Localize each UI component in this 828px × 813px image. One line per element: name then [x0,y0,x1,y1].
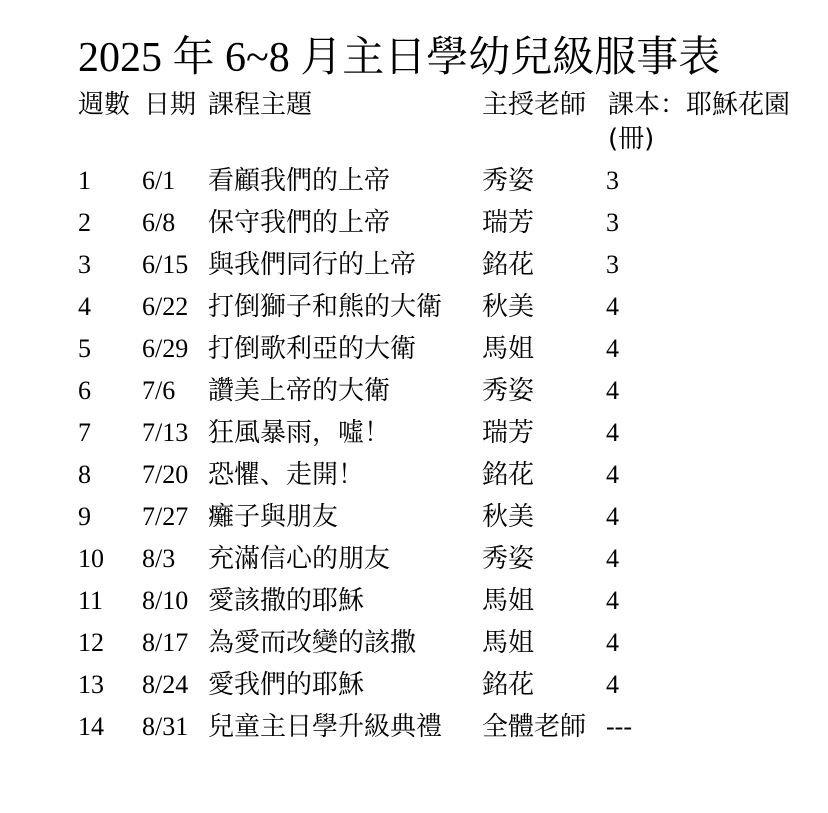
row-date: 8/3 [142,544,176,573]
table-row [78,370,818,412]
row-date: 6/29 [142,334,189,363]
row-date: 6/15 [142,250,189,279]
row-teacher: 銘花 [482,670,535,700]
table-header [78,88,818,160]
row-teacher: 秀姿 [482,544,535,574]
row-teacher: 銘花 [482,250,535,280]
row-topic: 愛該撒的耶穌 [208,586,365,616]
row-date: 7/13 [142,418,189,447]
row-book: 4 [606,334,619,363]
row-teacher: 馬姐 [482,586,535,616]
header-teacher: 主授老師 [482,90,587,120]
row-book: 3 [606,208,619,237]
row-week: 3 [78,250,91,279]
row-book: 4 [606,418,619,447]
table-row [78,160,818,202]
table-row [78,244,818,286]
row-date: 6/8 [142,208,176,237]
row-topic: 與我們同行的上帝 [208,250,417,280]
schedule-table [78,160,818,760]
row-topic: 狂風暴雨，噓！ [208,418,391,448]
row-topic: 讚美上帝的大衛 [208,376,391,406]
row-date: 8/17 [142,628,189,657]
row-week: 4 [78,292,91,321]
table-row [78,412,818,454]
row-topic: 看顧我們的上帝 [208,166,391,196]
row-week: 8 [78,460,91,489]
table-row [78,622,818,664]
row-week: 7 [78,418,91,447]
table-row [78,328,818,370]
row-book: 4 [606,586,619,615]
row-teacher: 秋美 [482,502,535,532]
row-topic: 癱子與朋友 [208,502,339,532]
row-week: 13 [78,670,104,699]
table-row [78,496,818,538]
row-teacher: 秋美 [482,292,535,322]
row-teacher: 全體老師 [482,712,587,742]
row-book: 3 [606,250,619,279]
row-book: 4 [606,670,619,699]
table-row [78,202,818,244]
row-date: 8/24 [142,670,189,699]
row-week: 1 [78,166,91,195]
row-date: 7/20 [142,460,189,489]
table-row [78,664,818,706]
row-topic: 兒童主日學升級典禮 [208,712,443,742]
row-week: 5 [78,334,91,363]
row-book: 4 [606,544,619,573]
row-date: 7/6 [142,376,176,405]
row-teacher: 馬姐 [482,334,535,364]
row-teacher: 銘花 [482,460,535,490]
table-row [78,286,818,328]
table-row [78,538,818,580]
row-book: 4 [606,292,619,321]
header-week: 週數 [78,90,131,120]
row-topic: 為愛而改變的該撒 [208,628,417,658]
document-title: 2025 年 6~8 月主日學幼兒級服事表 [78,35,721,81]
row-book: 4 [606,376,619,405]
table-row [78,580,818,622]
row-week: 10 [78,544,104,573]
row-week: 11 [78,586,104,615]
row-topic: 打倒獅子和熊的大衛 [208,292,443,322]
row-week: 6 [78,376,91,405]
row-date: 6/22 [142,292,189,321]
row-topic: 恐懼、走開！ [208,460,365,490]
row-week: 2 [78,208,91,237]
row-book: 4 [606,502,619,531]
row-teacher: 秀姿 [482,166,535,196]
row-book: 3 [606,166,619,195]
row-book: 4 [606,628,619,657]
row-week: 9 [78,502,91,531]
header-topic: 課程主題 [208,90,313,120]
row-date: 8/10 [142,586,189,615]
row-book: --- [606,712,632,741]
row-week: 12 [78,628,104,657]
row-topic: 保守我們的上帝 [208,208,391,238]
row-teacher: 瑞芳 [482,418,535,448]
row-topic: 愛我們的耶穌 [208,670,365,700]
header-date: 日期 [144,90,197,120]
table-row [78,454,818,496]
row-date: 7/27 [142,502,189,531]
row-topic: 充滿信心的朋友 [208,544,391,574]
row-week: 14 [78,712,104,741]
row-teacher: 馬姐 [482,628,535,658]
row-teacher: 秀姿 [482,376,535,406]
row-date: 8/31 [142,712,189,741]
row-teacher: 瑞芳 [482,208,535,238]
row-topic: 打倒歌利亞的大衛 [208,334,417,364]
header-book: 課本：耶穌花園 (冊) [608,90,791,154]
row-date: 6/1 [142,166,176,195]
table-row [78,706,818,748]
row-book: 4 [606,460,619,489]
